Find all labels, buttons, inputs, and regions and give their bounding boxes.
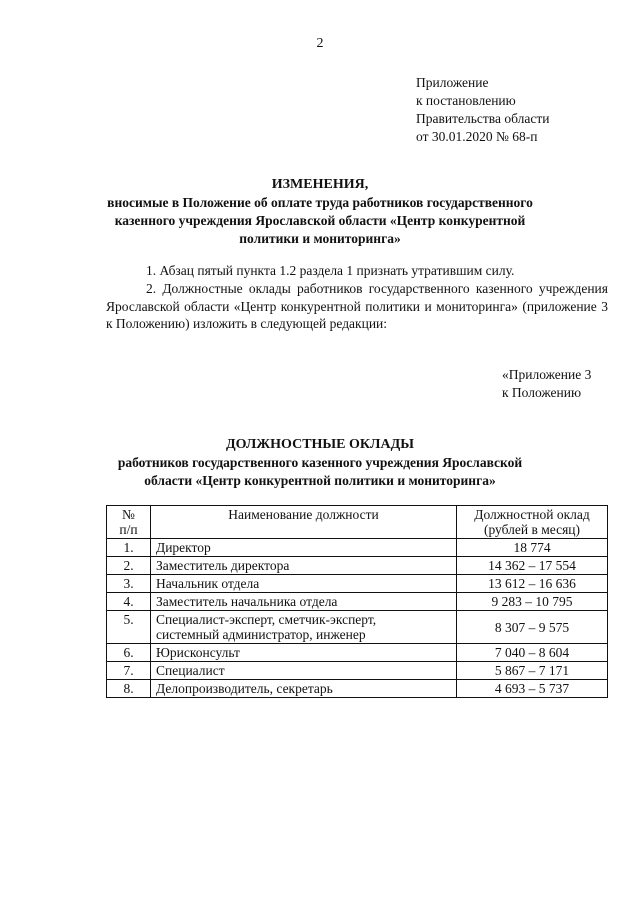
changes-title: ИЗМЕНЕНИЯ, bbox=[271, 177, 369, 192]
header-position: Наименование должности bbox=[151, 506, 457, 539]
header-salary-line: (рублей в месяц) bbox=[483, 522, 581, 537]
paragraph-2: 2. Должностные оклады работников государственного казенного учреждения Ярославской области «Центр конкурентной политики и мониторинга» (приложение 3 к Положению) изложить в следующей редакции: bbox=[106, 281, 608, 331]
row-number: 6. bbox=[107, 644, 151, 662]
header-salary-line: Должностной оклад bbox=[474, 507, 590, 522]
header-salary bbox=[457, 506, 608, 539]
row-salary: 14 362 – 17 554 bbox=[457, 557, 608, 575]
row-salary: 18 774 bbox=[457, 539, 608, 557]
appendix-line: «Приложение 3 bbox=[502, 367, 592, 382]
changes-subtitle-line: политики и мониторинга» bbox=[239, 231, 401, 246]
row-salary: 9 283 – 10 795 bbox=[457, 593, 608, 611]
changes-heading bbox=[80, 176, 560, 248]
table-row bbox=[107, 539, 608, 557]
paragraph-1: 1. Абзац пятый пункта 1.2 раздела 1 признать утратившим силу. bbox=[146, 263, 515, 278]
row-number: 8. bbox=[107, 680, 151, 698]
salary-subtitle-line: работников государственного казенного учреждения Ярославской bbox=[117, 455, 523, 470]
row-number: 5. bbox=[107, 611, 151, 644]
row-number: 4. bbox=[107, 593, 151, 611]
table-row bbox=[107, 644, 608, 662]
table-header-row bbox=[107, 506, 608, 539]
row-number: 7. bbox=[107, 662, 151, 680]
approval-line: от 30.01.2020 № 68-п bbox=[416, 129, 538, 144]
row-position: Заместитель начальника отдела bbox=[151, 593, 457, 611]
appendix-reference bbox=[502, 366, 591, 402]
row-position: Юрисконсульт bbox=[151, 644, 457, 662]
row-number: 1. bbox=[107, 539, 151, 557]
row-position bbox=[151, 611, 457, 644]
row-salary: 8 307 – 9 575 bbox=[457, 611, 608, 644]
header-number-line: № bbox=[122, 507, 135, 522]
table-row bbox=[107, 593, 608, 611]
approval-line: к постановлению bbox=[416, 93, 516, 108]
row-position: Специалист bbox=[151, 662, 457, 680]
row-salary: 4 693 – 5 737 bbox=[457, 680, 608, 698]
row-position-line: Специалист-эксперт, сметчик-эксперт, bbox=[156, 612, 377, 627]
approval-line: Приложение bbox=[416, 75, 489, 90]
row-position: Делопроизводитель, секретарь bbox=[151, 680, 457, 698]
row-number: 3. bbox=[107, 575, 151, 593]
row-position: Заместитель директора bbox=[151, 557, 457, 575]
row-position: Начальник отдела bbox=[151, 575, 457, 593]
row-salary: 5 867 – 7 171 bbox=[457, 662, 608, 680]
approval-block bbox=[416, 74, 549, 146]
row-salary: 13 612 – 16 636 bbox=[457, 575, 608, 593]
row-number: 2. bbox=[107, 557, 151, 575]
salary-table bbox=[106, 505, 608, 698]
appendix-line: к Положению bbox=[502, 385, 582, 400]
table-row bbox=[107, 611, 608, 644]
row-salary: 7 040 – 8 604 bbox=[457, 644, 608, 662]
table-row bbox=[107, 662, 608, 680]
changes-subtitle-line: казенного учреждения Ярославской области «Центр конкурентной bbox=[114, 213, 526, 228]
table-row bbox=[107, 557, 608, 575]
page-number: 2 bbox=[316, 36, 324, 51]
table-row bbox=[107, 680, 608, 698]
header-number bbox=[107, 506, 151, 539]
salary-title: ДОЛЖНОСТНЫЕ ОКЛАДЫ bbox=[226, 437, 414, 452]
row-position: Директор bbox=[151, 539, 457, 557]
table-row bbox=[107, 575, 608, 593]
row-position-line: системный администратор, инженер bbox=[156, 627, 366, 642]
changes-subtitle-line: вносимые в Положение об оплате труда работников государственного bbox=[107, 195, 533, 210]
salary-heading bbox=[80, 436, 560, 490]
salary-subtitle-line: области «Центр конкурентной политики и мониторинга» bbox=[144, 473, 496, 488]
header-number-line: п/п bbox=[119, 522, 138, 537]
approval-line: Правительства области bbox=[416, 111, 550, 126]
